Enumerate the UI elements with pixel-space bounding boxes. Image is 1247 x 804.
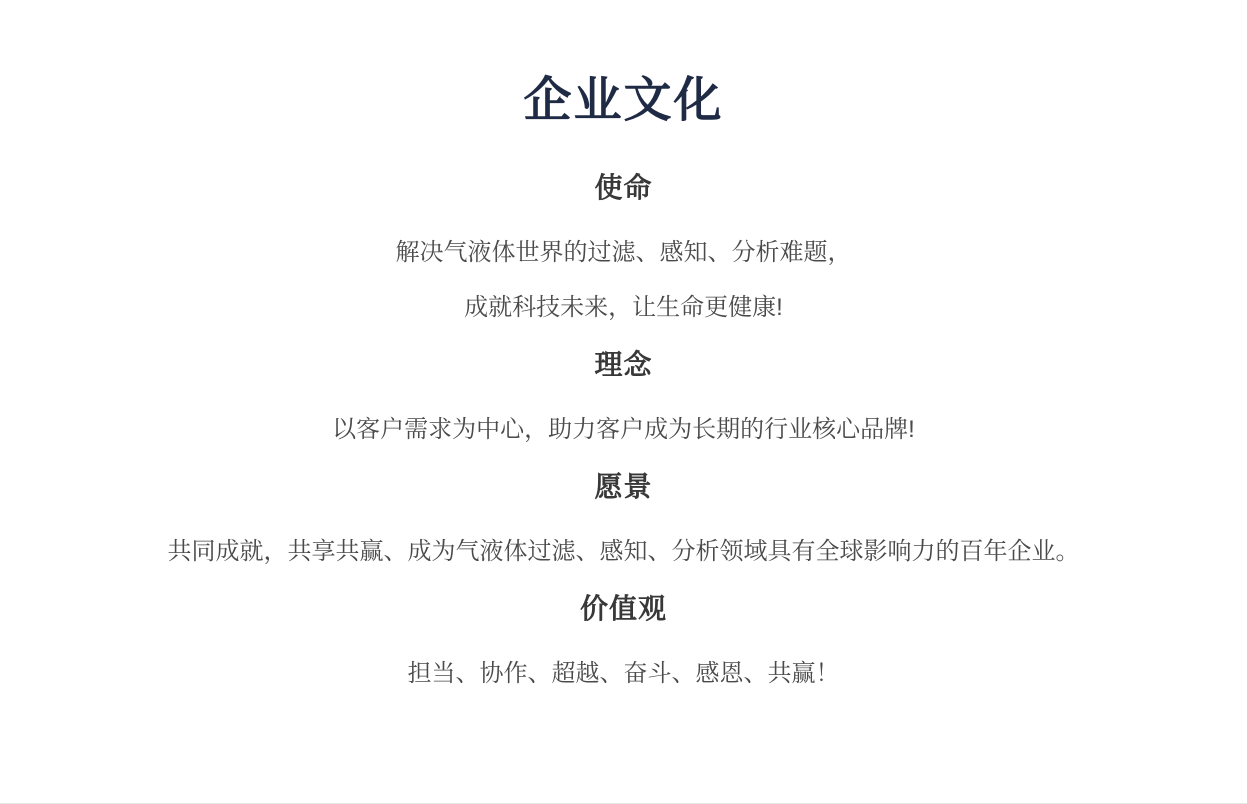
section-mission — [0, 170, 1247, 324]
section-vision — [0, 469, 1247, 568]
section-philosophy — [0, 347, 1247, 446]
philosophy-text: 以客户需求为中心，助力客户成为长期的行业核心品牌! — [332, 416, 915, 443]
section-heading-mission: 使命 — [594, 172, 653, 203]
vision-text: 共同成就，共享共赢、成为气液体过滤、感知、分析领域具有全球影响力的百年企业。 — [167, 538, 1080, 565]
values-text: 担当、协作、超越、奋斗、感恩、共赢！ — [407, 660, 840, 687]
mission-text-line-2: 成就科技未来，让生命更健康! — [464, 294, 783, 321]
mission-text-line-1: 解决气液体世界的过滤、感知、分析难题， — [395, 239, 852, 266]
page-title: 企业文化 — [523, 74, 724, 127]
section-heading-values: 价值观 — [579, 593, 667, 624]
section-heading-vision: 愿景 — [594, 471, 653, 502]
section-heading-philosophy: 理念 — [594, 349, 653, 380]
section-values — [0, 591, 1247, 690]
